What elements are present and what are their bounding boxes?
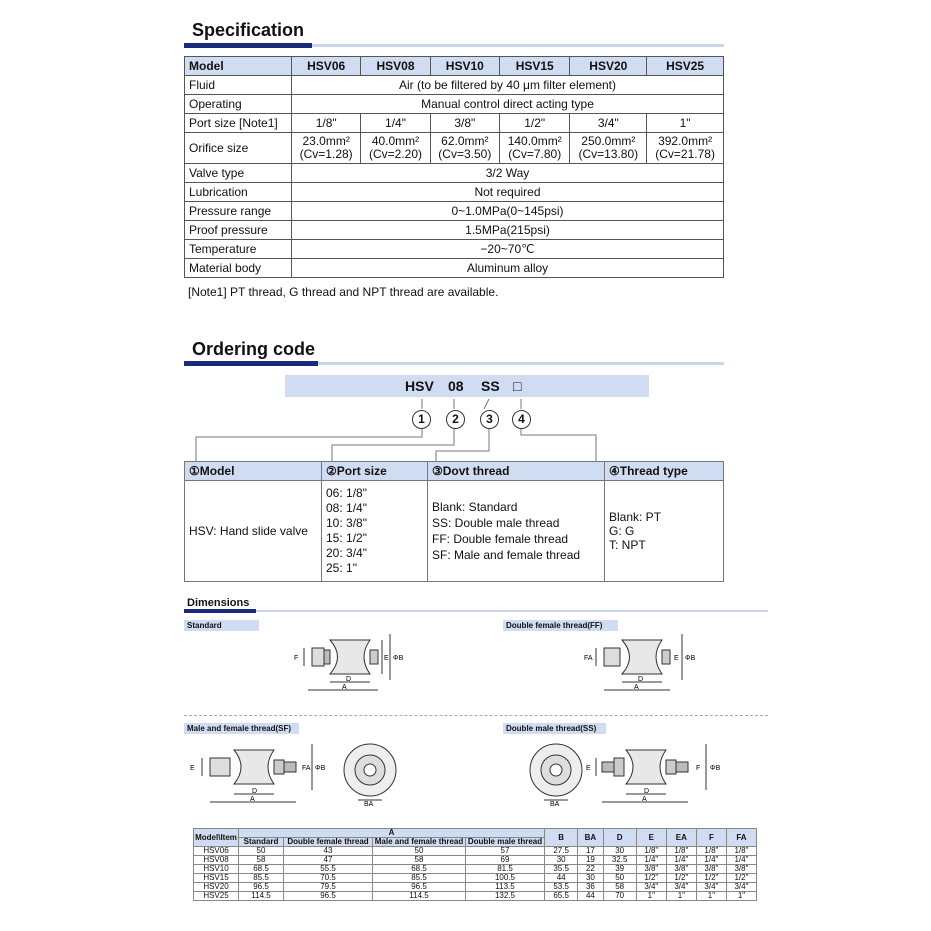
circle-marker-3: 3 bbox=[480, 410, 499, 429]
label-b: ΦB bbox=[685, 655, 696, 662]
double-female-valve-drawing bbox=[582, 630, 712, 692]
table-cell: 114.5 bbox=[239, 892, 284, 901]
label-e: E bbox=[384, 655, 389, 662]
spec-value: 250.0mm² (Cv=13.80) bbox=[570, 133, 647, 164]
port-size-item: 15: 1/2" bbox=[326, 531, 367, 545]
male-female-valve-drawing bbox=[190, 740, 400, 806]
code-part-thread: □ bbox=[513, 378, 522, 394]
label-f: F bbox=[294, 655, 299, 662]
spec-header-model: Model bbox=[185, 57, 292, 76]
label-ea: E bbox=[190, 765, 195, 772]
dim-header-f: F bbox=[696, 829, 726, 847]
spec-label: Operating bbox=[185, 95, 292, 114]
label-fa: FA bbox=[302, 765, 311, 772]
table-cell: 30 bbox=[545, 856, 578, 865]
table-cell: 65.5 bbox=[545, 892, 578, 901]
table-cell: 81.5 bbox=[466, 865, 545, 874]
dim-header-a-sub: Double female thread bbox=[284, 838, 373, 847]
table-cell: HSV15 bbox=[194, 874, 239, 883]
spec-label: Port size [Note1] bbox=[185, 114, 292, 133]
spec-value: 140.0mm² (Cv=7.80) bbox=[499, 133, 569, 164]
table-cell: 96.5 bbox=[284, 892, 373, 901]
table-row bbox=[194, 883, 757, 892]
dim-header-e: E bbox=[636, 829, 666, 847]
table-row bbox=[194, 874, 757, 883]
table-cell: 1/8" bbox=[726, 847, 756, 856]
ordering-header-row bbox=[185, 462, 724, 481]
dim-header-fa: FA bbox=[726, 829, 756, 847]
table-row bbox=[194, 856, 757, 865]
dim-header-model: Model\Item bbox=[194, 829, 239, 847]
ordering-leader-lines bbox=[184, 395, 724, 465]
spec-header-cell: HSV15 bbox=[499, 57, 569, 76]
table-cell: 3/8" bbox=[666, 865, 696, 874]
table-cell: 68.5 bbox=[373, 865, 466, 874]
table-row bbox=[194, 865, 757, 874]
table-cell: 85.5 bbox=[239, 874, 284, 883]
code-part-model: HSV bbox=[405, 378, 434, 394]
label-b: ΦB bbox=[393, 655, 404, 662]
table-cell: 58 bbox=[239, 856, 284, 865]
tag-male-female: Male and female thread(SF) bbox=[184, 723, 299, 734]
table-cell: HSV20 bbox=[194, 883, 239, 892]
table-cell: 3/4" bbox=[696, 883, 726, 892]
spec-label: Temperature bbox=[185, 240, 292, 259]
table-cell: 3/4" bbox=[636, 883, 666, 892]
table-cell: 58 bbox=[603, 883, 636, 892]
spec-row-pressure-range bbox=[185, 202, 724, 221]
spec-row-lubrication bbox=[185, 183, 724, 202]
thread-item: Blank: PT bbox=[609, 510, 662, 524]
label-fa: FA bbox=[584, 655, 593, 662]
ordering-dovt-cell bbox=[428, 481, 605, 582]
code-part-dovt: SS bbox=[481, 378, 500, 394]
dim-header-a-sub: Male and female thread bbox=[373, 838, 466, 847]
table-cell: 1/2" bbox=[696, 874, 726, 883]
table-cell: 1" bbox=[636, 892, 666, 901]
table-cell: HSV10 bbox=[194, 865, 239, 874]
table-cell: 1/4" bbox=[696, 856, 726, 865]
spec-row-operating bbox=[185, 95, 724, 114]
tag-standard: Standard bbox=[184, 620, 259, 631]
ordering-title-bar bbox=[184, 362, 724, 365]
specification-title: Specification bbox=[192, 20, 305, 40]
thread-item: T: NPT bbox=[609, 538, 646, 552]
spec-header-row bbox=[185, 57, 724, 76]
dim-header-a-sub: Double male thread bbox=[466, 838, 545, 847]
port-size-item: 08: 1/4" bbox=[326, 501, 367, 515]
ordering-model-cell: HSV: Hand slide valve bbox=[185, 481, 322, 582]
table-cell: 1/8" bbox=[666, 847, 696, 856]
port-size-item: 06: 1/8" bbox=[326, 486, 367, 500]
table-cell: HSV08 bbox=[194, 856, 239, 865]
spec-value: 3/4" bbox=[570, 114, 647, 133]
dim-header-ba: BA bbox=[578, 829, 603, 847]
dovt-item: FF: Double female thread bbox=[432, 532, 569, 546]
label-ba: BA bbox=[550, 801, 560, 806]
table-cell: 3/8" bbox=[726, 865, 756, 874]
spec-header-cell: HSV10 bbox=[430, 57, 499, 76]
label-a: A bbox=[250, 796, 255, 803]
label-e: E bbox=[674, 655, 679, 662]
spec-header-cell: HSV06 bbox=[292, 57, 361, 76]
spec-value: 392.0mm² (Cv=21.78) bbox=[647, 133, 724, 164]
label-a: A bbox=[342, 684, 347, 691]
dovt-item: SS: Double male thread bbox=[432, 516, 560, 530]
spec-row-material bbox=[185, 259, 724, 278]
table-cell: 50 bbox=[603, 874, 636, 883]
port-size-item: 10: 3/8" bbox=[326, 516, 367, 530]
table-cell: 1/2" bbox=[666, 874, 696, 883]
table-cell: 70 bbox=[603, 892, 636, 901]
table-cell: 55.5 bbox=[284, 865, 373, 874]
label-ba: BA bbox=[364, 801, 374, 806]
table-cell: 17 bbox=[578, 847, 603, 856]
table-row bbox=[194, 892, 757, 901]
table-cell: 69 bbox=[466, 856, 545, 865]
dim-header-ea: EA bbox=[666, 829, 696, 847]
label-b: ΦB bbox=[710, 765, 721, 772]
dovt-item: Blank: Standard bbox=[432, 500, 518, 514]
table-cell: 50 bbox=[373, 847, 466, 856]
table-cell: 39 bbox=[603, 865, 636, 874]
table-cell: HSV06 bbox=[194, 847, 239, 856]
table-row bbox=[194, 847, 757, 856]
table-cell: 47 bbox=[284, 856, 373, 865]
table-cell: 100.5 bbox=[466, 874, 545, 883]
ordering-header-model: ①Model bbox=[185, 462, 322, 481]
table-cell: 1/4" bbox=[666, 856, 696, 865]
table-cell: 132.5 bbox=[466, 892, 545, 901]
spec-header-cell: HSV08 bbox=[361, 57, 430, 76]
table-cell: 57 bbox=[466, 847, 545, 856]
table-cell: 1/2" bbox=[726, 874, 756, 883]
table-cell: 1/2" bbox=[636, 874, 666, 883]
ordering-port-cell bbox=[322, 481, 428, 582]
standard-valve-drawing bbox=[290, 630, 420, 692]
table-cell: 1/8" bbox=[696, 847, 726, 856]
table-cell: 114.5 bbox=[373, 892, 466, 901]
table-cell: 43 bbox=[284, 847, 373, 856]
double-male-valve-drawing bbox=[522, 740, 722, 806]
label-d: D bbox=[638, 676, 644, 683]
spec-label: Proof pressure bbox=[185, 221, 292, 240]
table-cell: 1" bbox=[726, 892, 756, 901]
table-cell: 30 bbox=[603, 847, 636, 856]
tag-double-female: Double female thread(FF) bbox=[503, 620, 618, 631]
dim-header-a: A bbox=[239, 829, 545, 838]
spec-value: 62.0mm² (Cv=3.50) bbox=[430, 133, 499, 164]
ordering-table bbox=[184, 461, 724, 582]
table-cell: 44 bbox=[578, 892, 603, 901]
dimensions-title-bar bbox=[184, 610, 768, 612]
table-cell: 36 bbox=[578, 883, 603, 892]
table-cell: 35.5 bbox=[545, 865, 578, 874]
specification-table bbox=[184, 56, 724, 278]
spec-value: 23.0mm² (Cv=1.28) bbox=[292, 133, 361, 164]
ordering-header-dovt: ③Dovt thread bbox=[428, 462, 605, 481]
spec-value: 3/2 Way bbox=[292, 164, 724, 183]
spec-value: 1" bbox=[647, 114, 724, 133]
port-size-item: 25: 1" bbox=[326, 561, 357, 575]
spec-value: 1/2" bbox=[499, 114, 569, 133]
spec-value: Aluminum alloy bbox=[292, 259, 724, 278]
spec-label: Fluid bbox=[185, 76, 292, 95]
table-cell: 44 bbox=[545, 874, 578, 883]
spec-value: Manual control direct acting type bbox=[292, 95, 724, 114]
dim-body bbox=[194, 847, 757, 901]
label-a: A bbox=[642, 796, 647, 803]
table-cell: 3/8" bbox=[696, 865, 726, 874]
spec-value: 1.5MPa(215psi) bbox=[292, 221, 724, 240]
spec-header-cell: HSV25 bbox=[647, 57, 724, 76]
table-cell: 53.5 bbox=[545, 883, 578, 892]
spec-label: Valve type bbox=[185, 164, 292, 183]
table-cell: 1/8" bbox=[636, 847, 666, 856]
ordering-thread-cell bbox=[605, 481, 724, 582]
spec-value: 1/8" bbox=[292, 114, 361, 133]
table-cell: 30 bbox=[578, 874, 603, 883]
ordering-code-bar bbox=[285, 375, 649, 397]
code-part-size: 08 bbox=[448, 378, 464, 394]
label-a: A bbox=[634, 684, 639, 691]
table-cell: 22 bbox=[578, 865, 603, 874]
label-d: D bbox=[252, 788, 258, 795]
circle-marker-4: 4 bbox=[512, 410, 531, 429]
table-cell: 32.5 bbox=[603, 856, 636, 865]
spec-value: Air (to be filtered by 40 μm filter element) bbox=[292, 76, 724, 95]
dim-header-d: D bbox=[603, 829, 636, 847]
table-cell: 85.5 bbox=[373, 874, 466, 883]
table-cell: 1" bbox=[696, 892, 726, 901]
dim-header-a-sub: Standard bbox=[239, 838, 284, 847]
dimensions-title: Dimensions bbox=[187, 597, 250, 609]
dovt-item: SF: Male and female thread bbox=[432, 548, 581, 562]
table-cell: 3/8" bbox=[636, 865, 666, 874]
ordering-title: Ordering code bbox=[192, 339, 316, 359]
spec-row-orifice bbox=[185, 133, 724, 164]
table-cell: 113.5 bbox=[466, 883, 545, 892]
table-cell: 96.5 bbox=[239, 883, 284, 892]
spec-label: Material body bbox=[185, 259, 292, 278]
thread-item: G: G bbox=[609, 524, 635, 538]
dim-header-b: B bbox=[545, 829, 578, 847]
spec-value: Not required bbox=[292, 183, 724, 202]
table-cell: 1/4" bbox=[636, 856, 666, 865]
spec-value: 3/8" bbox=[430, 114, 499, 133]
label-fa: F bbox=[696, 765, 701, 772]
spec-row-port-size bbox=[185, 114, 724, 133]
spec-value: 0~1.0MPa(0~145psi) bbox=[292, 202, 724, 221]
ordering-body-row bbox=[185, 481, 724, 582]
table-cell: 96.5 bbox=[373, 883, 466, 892]
table-cell: 1" bbox=[666, 892, 696, 901]
spec-row-temperature bbox=[185, 240, 724, 259]
table-cell: 79.5 bbox=[284, 883, 373, 892]
spec-row-valve-type bbox=[185, 164, 724, 183]
spec-label: Orifice size bbox=[185, 133, 292, 164]
table-cell: 3/4" bbox=[666, 883, 696, 892]
table-cell: 58 bbox=[373, 856, 466, 865]
ordering-header-port: ②Port size bbox=[322, 462, 428, 481]
dimensions-divider bbox=[184, 715, 768, 716]
spec-header-cell: HSV20 bbox=[570, 57, 647, 76]
tag-double-male: Double male thread(SS) bbox=[503, 723, 606, 734]
table-cell: 70.5 bbox=[284, 874, 373, 883]
circle-marker-1: 1 bbox=[412, 410, 431, 429]
spec-row-fluid bbox=[185, 76, 724, 95]
spec-label: Pressure range bbox=[185, 202, 292, 221]
circle-marker-2: 2 bbox=[446, 410, 465, 429]
table-cell: 27.5 bbox=[545, 847, 578, 856]
spec-label: Lubrication bbox=[185, 183, 292, 202]
label-ea: E bbox=[586, 765, 591, 772]
spec-value: −20~70℃ bbox=[292, 240, 724, 259]
table-cell: 19 bbox=[578, 856, 603, 865]
spec-value: 40.0mm² (Cv=2.20) bbox=[361, 133, 430, 164]
spec-value: 1/4" bbox=[361, 114, 430, 133]
label-d: D bbox=[644, 788, 650, 795]
table-cell: 3/4" bbox=[726, 883, 756, 892]
table-cell: 68.5 bbox=[239, 865, 284, 874]
table-cell: 1/4" bbox=[726, 856, 756, 865]
table-cell: HSV25 bbox=[194, 892, 239, 901]
port-size-item: 20: 3/4" bbox=[326, 546, 367, 560]
label-d: D bbox=[346, 676, 352, 683]
label-b: ΦB bbox=[315, 765, 326, 772]
table-cell: 50 bbox=[239, 847, 284, 856]
dimensions-table bbox=[193, 828, 757, 901]
spec-row-proof-pressure bbox=[185, 221, 724, 240]
specification-title-bar bbox=[184, 44, 724, 47]
ordering-header-thread: ④Thread type bbox=[605, 462, 724, 481]
spec-note: [Note1] PT thread, G thread and NPT thread are available. bbox=[188, 285, 499, 299]
